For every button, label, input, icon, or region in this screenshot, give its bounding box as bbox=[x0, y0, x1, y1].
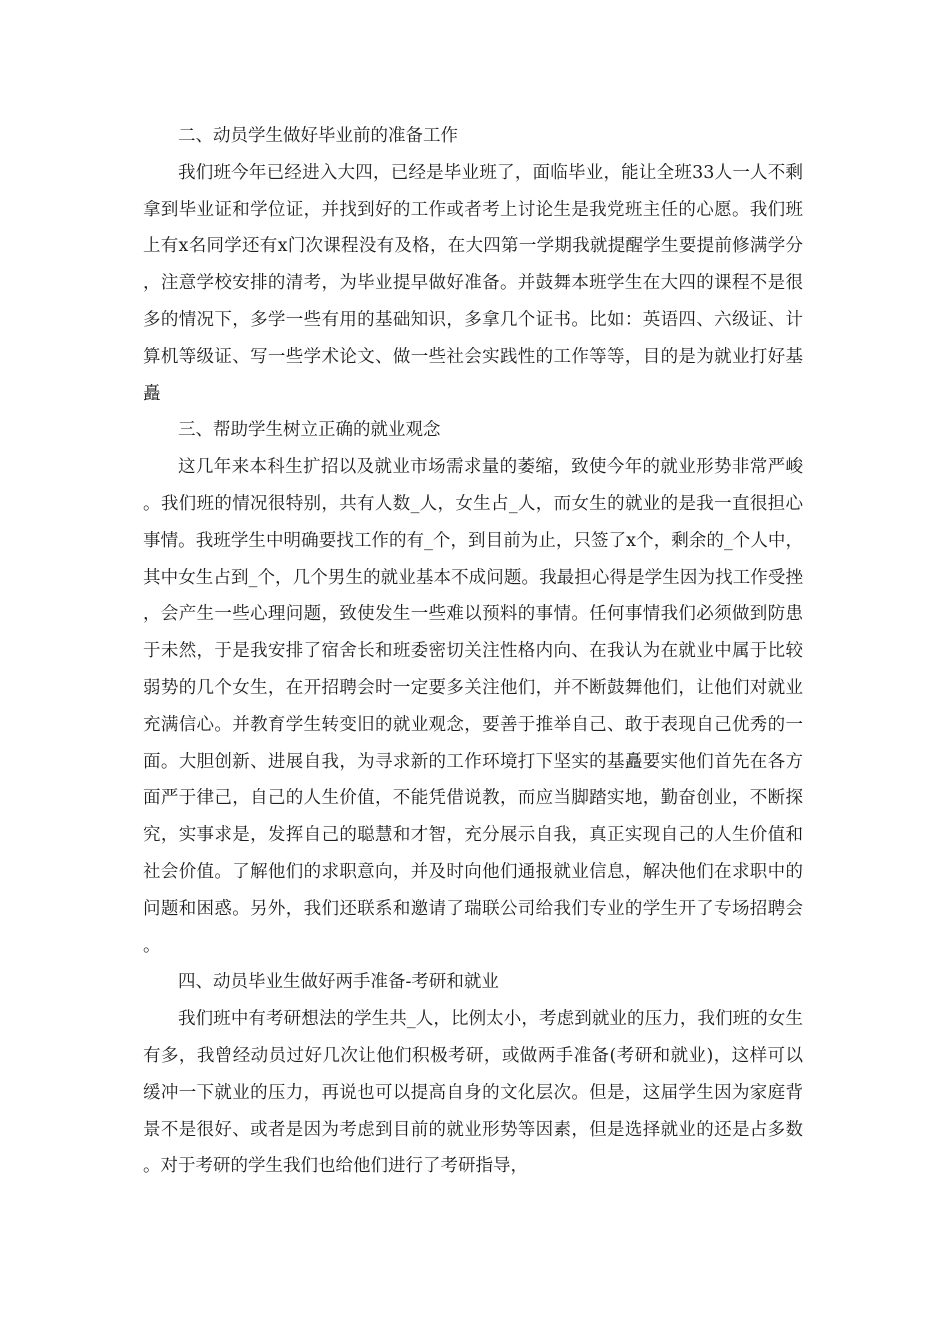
section-heading-four: 四、动员毕业生做好两手准备-考研和就业 bbox=[178, 972, 499, 993]
paragraph-graduation-preparation: 我们班今年已经进入大四，已经是毕业班了，面临毕业，能让全班33人一人不剩拿到毕业证和学位证，并找到好的工作或者考上讨论生是我党班主任的心愿。我们班上有x名同学还有x门次课程没有及格，在大四第一学期我就提醒学生要提前修满学分，注意学校安排的清考，为毕业提早做好准备。并鼓舞本班学生在大四的课程不是很多的情况下，多学一些有用的基础知识，多拿几个证书。比如：英语四、六级证、计算机等级证、写一些学术论文、做一些社会实践性的工作等等，目的是为就业打好基矗 bbox=[143, 162, 803, 404]
section-heading-three: 三、帮助学生树立正确的就业观念 bbox=[178, 420, 441, 441]
document-body bbox=[143, 118, 803, 1185]
paragraph-employment-outlook: 这几年来本科生扩招以及就业市场需求量的萎缩，致使今年的就业形势非常严峻。我们班的情况很特别，共有人数_人，女生占_人，而女生的就业的是我一直很担心事情。我班学生中明确要找工作的有_个，到目前为止，只签了x个，剩余的_个人中，其中女生占到_个，几个男生的就业基本不成问题。我最担心得是学生因为找工作受挫，会产生一些心理问题，致使发生一些难以预料的事情。任何事情我们必须做到防患于未然，于是我安排了宿舍长和班委密切关注性格内向、在我认为在就业中属于比较弱势的几个女生，在开招聘会时一定要多关注他们，并不断鼓舞他们，让他们对就业充满信心。并教育学生转变旧的就业观念，要善于推举自己、敢于表现自己优秀的一面。大胆创新、进展自我，为寻求新的工作环境打下坚实的基矗要实他们首先在各方面严于律己，自己的人生价值，不能凭借说教，而应当脚踏实地，勤奋创业，不断探究，实事求是，发挥自己的聪慧和才智，充分展示自我，真正实现自己的人生价值和社会价值。了解他们的求职意向，并及时向他们通报就业信息，解决他们在求职中的问题和困惑。另外，我们还联系和邀请了瑞联公司给我们专业的学生开了专场招聘会。 bbox=[143, 457, 803, 956]
paragraph-exam-and-employment: 我们班中有考研想法的学生共_人，比例太小，考虑到就业的压力，我们班的女生有多，我曾经动员过好几次让他们积极考研，或做两手准备(考研和就业)，这样可以缓冲一下就业的压力，再说也可以提高自身的文化层次。但是，这届学生因为家庭背景不是很好、或者是因为考虑到目前的就业形势等因素，但是选择就业的还是占多数。对于考研的学生我们也给他们进行了考研指导， bbox=[143, 1009, 803, 1177]
section-heading-two: 二、动员学生做好毕业前的准备工作 bbox=[178, 126, 458, 146]
